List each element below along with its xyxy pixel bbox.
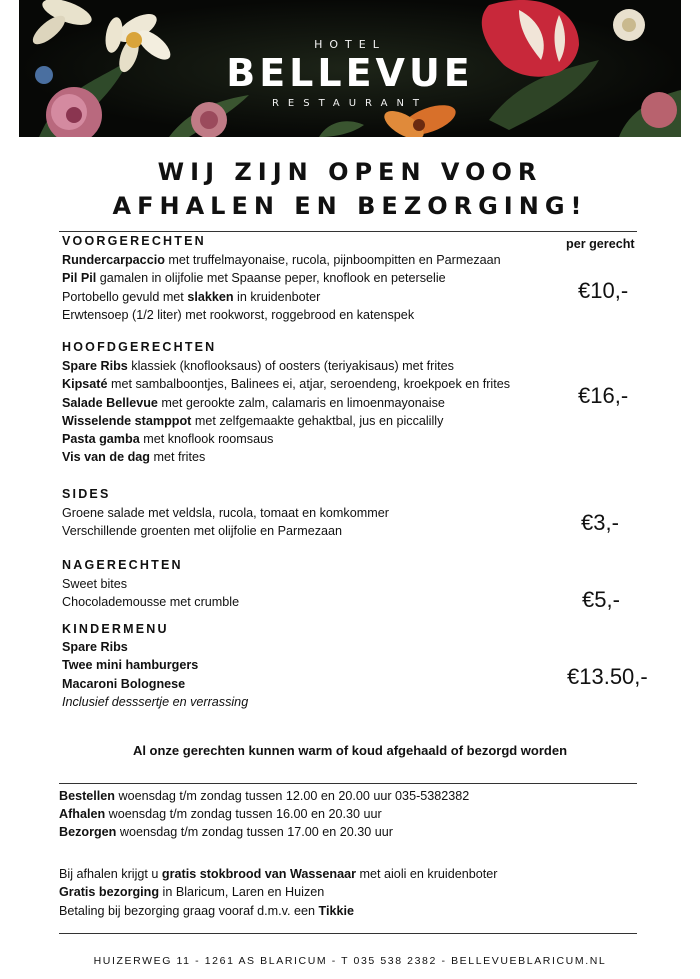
section-title-sides: SIDES xyxy=(62,487,111,501)
info-text: Bij afhalen krijgt u xyxy=(59,867,162,881)
info-text: Betaling bij bezorging graag vooraf d.m.v. een xyxy=(59,904,319,918)
divider-middle xyxy=(59,783,637,784)
dish-desc: met knoflook roomsaus xyxy=(139,432,274,446)
headline-line-2: AFHALEN EN BEZORGING! xyxy=(112,192,588,220)
dish-desc: in kruidenboter xyxy=(233,290,321,304)
dish-desc: met olijfolie en Parmezaan xyxy=(190,524,343,538)
header-banner xyxy=(19,0,681,137)
dish-desc: met zelfgemaakte gehaktbal, jus en piccalilly xyxy=(191,414,444,428)
hours-label: Bestellen xyxy=(59,789,115,803)
info-line-stokbrood xyxy=(59,866,497,882)
logo-hotel-text: HOTEL xyxy=(314,38,386,51)
dish-name: Sweet bites xyxy=(62,577,128,591)
hours-line-afhalen xyxy=(59,806,382,822)
dish-desc: gamalen in olijfolie met Spaanse peper, knoflook en peterselie xyxy=(96,271,446,285)
price-column-label: per gerecht xyxy=(566,237,635,251)
info-highlight: Gratis bezorging xyxy=(59,885,160,899)
section-title-hoofdgerechten: HOOFDGERECHTEN xyxy=(62,340,217,354)
hours-text: woensdag t/m zondag tussen 16.00 en 20.30 uur xyxy=(105,807,382,821)
dish-name: Salade Bellevue xyxy=(62,396,158,410)
menu-item: Spare Ribs xyxy=(62,640,128,654)
section-title-nagerechten: NAGERECHTEN xyxy=(62,558,183,572)
info-text: met aioli en kruidenboter xyxy=(356,867,498,881)
dish-name: Erwtensoep xyxy=(62,308,129,322)
dish-name: Kipsaté xyxy=(62,377,108,391)
info-line-betaling xyxy=(59,903,354,919)
logo-brand-name: BELLEVUE xyxy=(226,51,474,95)
takeaway-notice: Al onze gerechten kunnen warm of koud afgehaald of bezorgd worden xyxy=(132,743,568,758)
dish-name: Groene salade xyxy=(62,506,145,520)
dish-desc: klassiek (knoflooksaus) of oosters (teriyakisaus) met frites xyxy=(127,359,454,373)
dish-name: Spare Ribs xyxy=(62,359,128,373)
price-hoofdgerechten: €16,- xyxy=(578,383,629,408)
dish-name: Portobello gevuld met xyxy=(62,290,188,304)
menu-item xyxy=(62,594,239,610)
dish-desc: met truffelmayonaise, rucola, pijnboompitten en Parmezaan xyxy=(164,253,501,267)
dish-name-bold: slakken xyxy=(187,290,234,304)
dish-name: Vis van de dag xyxy=(62,450,150,464)
divider-top xyxy=(59,231,637,232)
hours-text: woensdag t/m zondag tussen 12.00 en 20.00 uur 035-5382382 xyxy=(115,789,470,803)
logo-restaurant-text: RESTAURANT xyxy=(271,98,429,109)
dish-name: Pil Pil xyxy=(62,271,97,285)
hours-line-bestellen xyxy=(59,788,469,804)
headline-line-1: WIJ ZIJN OPEN VOOR xyxy=(157,158,543,186)
price-kindermenu: €13.50,- xyxy=(567,664,648,689)
menu-item xyxy=(62,413,443,429)
dish-desc: met frites xyxy=(149,450,206,464)
divider-bottom xyxy=(59,933,637,934)
dish-desc: met sambalboontjes, Balinees ei, atjar, seroendeng, kroekpoek en frites xyxy=(107,377,511,391)
menu-item xyxy=(62,252,501,268)
info-highlight: Tikkie xyxy=(318,904,354,918)
dish-desc: (1/2 liter) met rookworst, roggebrood en katenspek xyxy=(128,308,415,322)
dish-desc: met veldsla, rucola, tomaat en komkommer xyxy=(144,506,389,520)
menu-item xyxy=(62,576,127,592)
menu-item: Macaroni Bolognese xyxy=(62,677,186,691)
hours-text: woensdag t/m zondag tussen 17.00 en 20.30 uur xyxy=(116,825,393,839)
dish-desc: met gerookte zalm, calamaris en limoenmayonaise xyxy=(157,396,445,410)
menu-item xyxy=(62,376,510,392)
kindermenu-note: Inclusief desssertje en verrassing xyxy=(62,695,249,709)
dish-name: Wisselende stamppot xyxy=(62,414,192,428)
menu-item xyxy=(62,395,445,411)
menu-item xyxy=(62,449,205,465)
info-highlight: gratis stokbrood van Wassenaar xyxy=(161,867,357,881)
price-voorgerechten: €10,- xyxy=(578,278,629,303)
menu-item: Twee mini hamburgers xyxy=(62,658,199,672)
menu-item xyxy=(62,505,389,521)
info-line-bezorging xyxy=(59,884,324,900)
menu-item xyxy=(62,270,446,286)
menu-item xyxy=(62,307,414,323)
hours-label: Afhalen xyxy=(59,807,106,821)
hours-label: Bezorgen xyxy=(59,825,117,839)
info-text: in Blaricum, Laren en Huizen xyxy=(159,885,325,899)
section-title-kindermenu: KINDERMENU xyxy=(62,622,169,636)
dish-name: Chocolademousse met crumble xyxy=(62,595,240,609)
menu-item xyxy=(62,289,320,305)
section-title-voorgerechten: VOORGERECHTEN xyxy=(62,234,206,248)
menu-item xyxy=(62,431,273,447)
menu-item xyxy=(62,523,342,539)
menu-item xyxy=(62,358,454,374)
price-sides: €3,- xyxy=(581,510,619,535)
hours-line-bezorgen xyxy=(59,824,393,840)
dish-name: Verschillende groenten xyxy=(62,524,191,538)
footer-contact: HUIZERWEG 11 - 1261 AS BLARICUM - T 035 538 2382 - BELLEVUEBLARICUM.NL xyxy=(93,955,607,967)
dish-name: Rundercarpaccio xyxy=(62,253,165,267)
dish-name: Pasta gamba xyxy=(62,432,140,446)
price-nagerechten: €5,- xyxy=(582,587,620,612)
